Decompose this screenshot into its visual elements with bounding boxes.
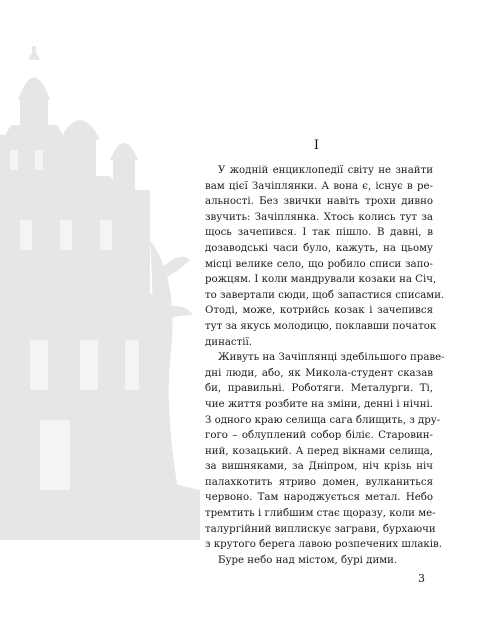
chapter-text — [205, 163, 445, 568]
text-line: тут за якусь молодицю, поклавши початок — [205, 320, 437, 332]
text-line: тремтить і глибшим стає щоразу, коли ме- — [205, 508, 436, 520]
text-line: палахкотить ятриво домен, вулканиться — [205, 476, 433, 488]
text-line: звучить: Зачіплянка. Хтось колись тут за — [205, 211, 433, 223]
text-line: за вишняками, за Дніпром, ніч крізь ніч — [205, 461, 433, 473]
paragraph-2 — [205, 350, 445, 553]
text-line: з крутого берега лавою розпечених шлаків. — [205, 539, 443, 551]
text-line: дні люди, або, як Микола-студент сказав — [205, 367, 433, 379]
paragraph-1 — [205, 163, 445, 350]
text-line: альності. Без звички навіть трохи дивно — [205, 196, 433, 208]
cathedral-watermark-icon — [0, 40, 200, 540]
text-line: Отоді, може, котрийсь козак і зачепився — [205, 305, 433, 317]
text-line: Буре небо над містом, бурі дими. — [218, 554, 398, 566]
text-line: ний, козацький. А перед вікнами селища, — [205, 445, 433, 457]
text-line: щось зачепився. І так пішло. В давні, в — [205, 227, 433, 239]
text-line: би, правильні. Роботяги. Металурги. Ті, — [205, 383, 433, 395]
text-line: У жодній енциклопедії світу не знайти — [218, 165, 433, 176]
text-line: династії. — [205, 336, 253, 348]
text-line: то завертали сюди, щоб запастися списами. — [205, 289, 445, 301]
text-line: гого – облуплений собор біліє. Старовин- — [205, 430, 433, 442]
paragraph-3 — [205, 553, 433, 569]
text-line: рожцям. І коли мандрували козаки на Січ, — [205, 274, 437, 286]
text-line: Живуть на Зачіплянці здебільшого праве- — [218, 352, 445, 364]
page-number: 3 — [418, 572, 425, 585]
text-line: дозаводські часи було, кажуть, на цьому — [205, 242, 433, 254]
text-line: місці велике село, що робило списи запо- — [205, 258, 433, 270]
text-line: вам цієї Зачіплянки. А вона є, існує в ре- — [205, 180, 433, 192]
text-line: червоно. Там народжується метал. Небо — [205, 492, 433, 504]
chapter-number: I — [313, 138, 321, 153]
text-line: З одного краю селища сага блищить, з дру- — [205, 414, 441, 426]
text-line: чие життя розбите на зміни, денні і нічні. — [205, 398, 433, 410]
text-line: талургійний виплискує заграви, бурхаючи — [205, 523, 436, 535]
